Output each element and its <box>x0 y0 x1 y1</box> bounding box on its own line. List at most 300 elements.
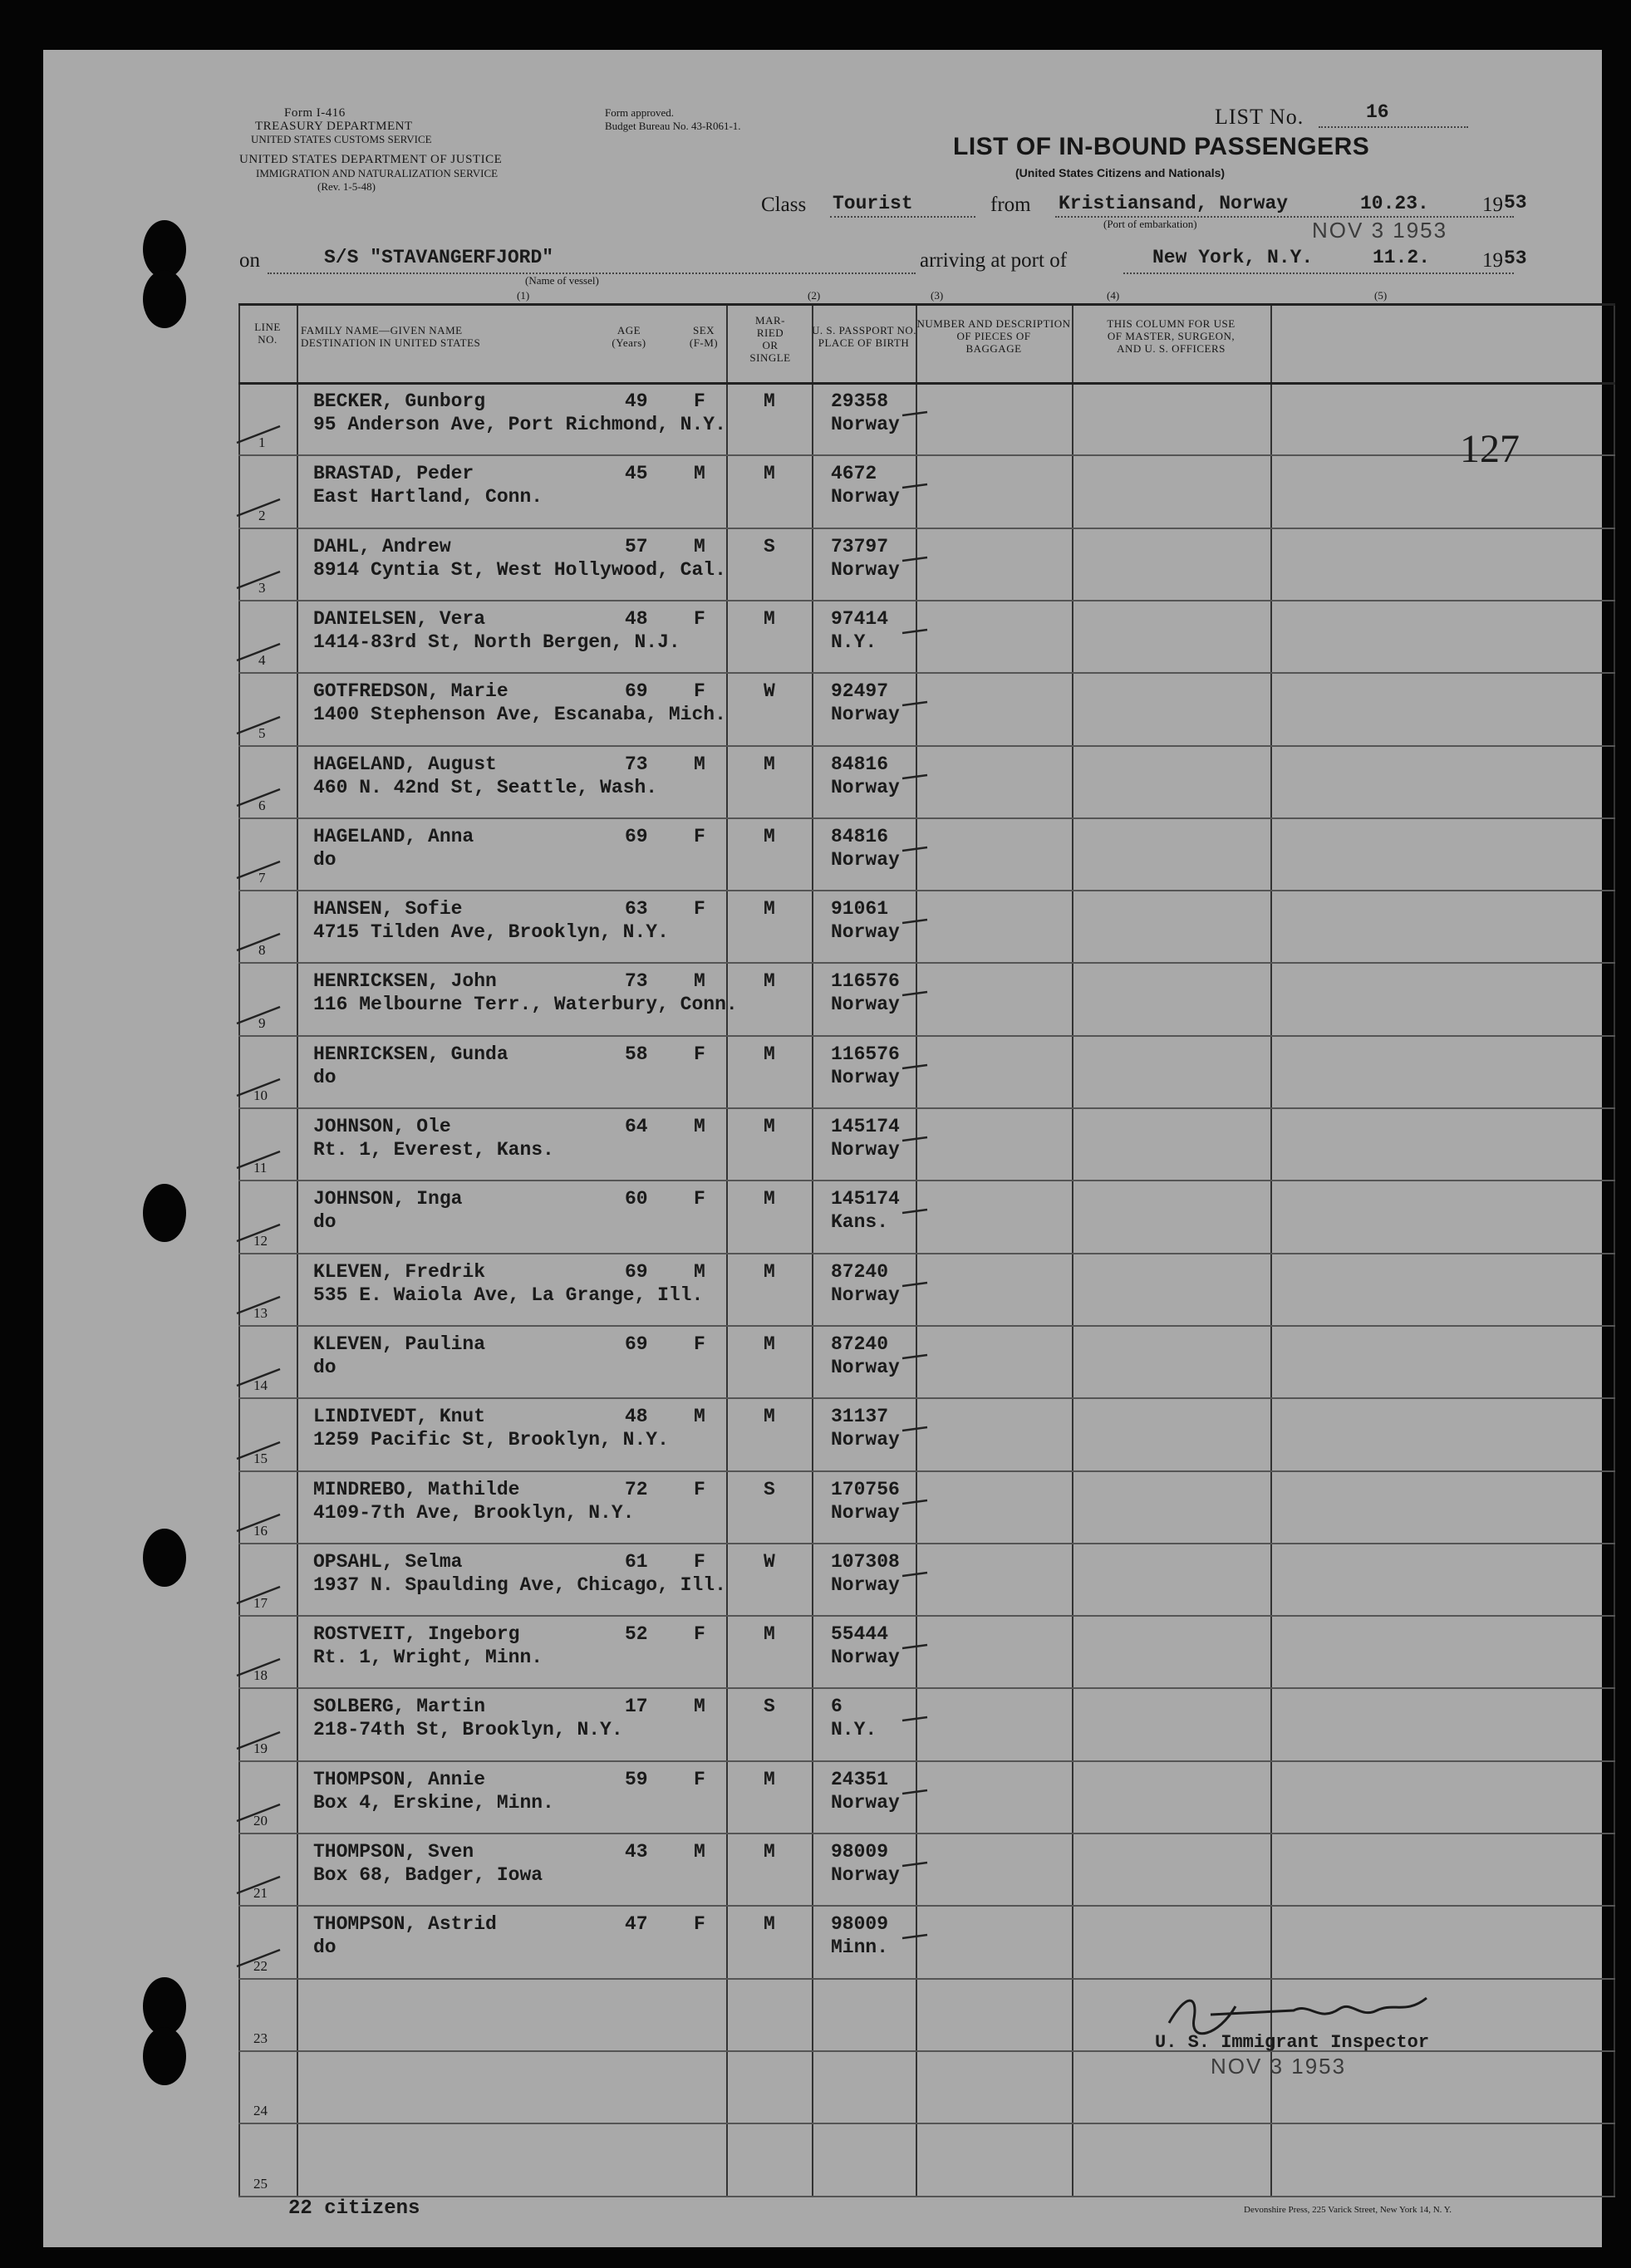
row-divider <box>238 1397 1615 1399</box>
line-number: 15 <box>253 1450 268 1466</box>
passenger-destination: 460 N. 42nd St, Seattle, Wash. <box>313 776 658 798</box>
passport-number: 92497 <box>831 680 889 703</box>
passenger-destination: 95 Anderson Ave, Port Richmond, N.Y. <box>313 414 726 435</box>
inspector-stamp: NOV 3 1953 <box>1211 2054 1347 2079</box>
line-number: 17 <box>253 1595 268 1612</box>
passport-number: 97414 <box>831 607 889 630</box>
manifest-sheet <box>43 50 1602 2247</box>
passport-number: 55444 <box>831 1623 889 1646</box>
line-number: 13 <box>253 1304 268 1321</box>
check-mark <box>233 1002 283 1027</box>
check-mark <box>899 695 932 712</box>
passenger-marital: M <box>764 463 775 485</box>
check-mark <box>233 1799 283 1824</box>
check-mark <box>899 768 932 785</box>
passenger-marital: M <box>764 1841 775 1863</box>
place-of-birth: Norway <box>831 921 900 944</box>
passenger-sex: F <box>694 1478 705 1500</box>
passenger-name: HAGELAND, Anna <box>313 825 474 847</box>
line-number: 10 <box>253 1087 268 1103</box>
row-divider <box>238 1687 1615 1689</box>
row-divider <box>238 745 1615 747</box>
check-mark <box>899 1784 932 1800</box>
printer-imprint: Devonshire Press, 225 Varick Street, New York 14, N. Y. <box>1244 2205 1452 2215</box>
passenger-age: 69 <box>625 680 648 703</box>
place-of-birth: Norway <box>831 848 900 871</box>
column-header-married: MAR- RIED OR SINGLE <box>749 314 791 364</box>
passenger-sex: F <box>694 898 705 920</box>
check-mark <box>233 494 283 519</box>
ins-name: IMMIGRATION AND NATURALIZATION SERVICE <box>256 167 499 179</box>
year-prefix: 19 <box>1482 194 1503 216</box>
passenger-name: JOHNSON, Inga <box>313 1188 463 1210</box>
passenger-marital: M <box>764 1913 775 1936</box>
passenger-marital: W <box>764 1550 775 1573</box>
embarkation-date: 10.23. <box>1360 193 1429 214</box>
embarkation-year: 53 <box>1504 192 1527 214</box>
place-of-birth: Norway <box>831 414 900 435</box>
passport-number: 91061 <box>831 898 889 920</box>
arrival-year: 53 <box>1504 248 1527 269</box>
check-mark <box>899 985 932 1002</box>
passenger-name: THOMPSON, Annie <box>313 1768 486 1790</box>
line-number: 18 <box>253 1667 268 1684</box>
place-of-birth: Minn. <box>831 1937 889 1959</box>
passenger-marital: M <box>764 1043 775 1065</box>
passenger-name: SOLBERG, Martin <box>313 1696 486 1718</box>
line-number: 9 <box>258 1014 266 1031</box>
place-of-birth: N.Y. <box>831 631 877 653</box>
budget-bureau: Budget Bureau No. 43-R061-1. <box>605 120 741 132</box>
passenger-name: KLEVEN, Fredrik <box>313 1260 486 1283</box>
passport-number: 84816 <box>831 825 889 847</box>
passport-number: 84816 <box>831 753 889 775</box>
passenger-age: 69 <box>625 1260 648 1283</box>
place-of-birth: Norway <box>831 486 900 508</box>
line-number: 19 <box>253 1740 268 1756</box>
passenger-sex: M <box>694 753 705 775</box>
passenger-name: HAGELAND, August <box>313 753 497 775</box>
passport-number: 29358 <box>831 390 889 412</box>
class-label: Class <box>761 194 807 216</box>
passenger-age: 69 <box>625 1333 648 1355</box>
place-of-birth: Norway <box>831 1429 900 1451</box>
passenger-sex: F <box>694 1913 705 1936</box>
passenger-age: 60 <box>625 1188 648 1210</box>
row-divider <box>238 1543 1615 1544</box>
column-number: (5) <box>1374 289 1388 302</box>
column-header-name: FAMILY NAME—GIVEN NAME DESTINATION IN UNITED STATES <box>301 324 481 349</box>
line-number: 14 <box>253 1377 268 1394</box>
passenger-destination: do <box>313 1356 337 1378</box>
row-divider <box>238 1253 1615 1254</box>
passenger-table <box>238 303 1615 2197</box>
received-stamp: NOV 3 1953 <box>1312 218 1448 243</box>
row-divider <box>238 1615 1615 1617</box>
line-number: 24 <box>253 2103 268 2119</box>
check-mark <box>899 1711 932 1727</box>
passenger-destination: Rt. 1, Everest, Kans. <box>313 1139 554 1161</box>
place-of-birth: Norway <box>831 1284 900 1306</box>
passenger-age: 72 <box>625 1478 648 1500</box>
check-mark <box>899 1638 932 1655</box>
check-mark <box>899 1131 932 1147</box>
line-number: 8 <box>258 942 266 959</box>
passenger-age: 57 <box>625 535 648 557</box>
passenger-name: JOHNSON, Ole <box>313 1116 451 1137</box>
row-divider <box>238 1325 1615 1327</box>
check-mark <box>233 1510 283 1534</box>
place-of-birth: Norway <box>831 1573 900 1596</box>
passenger-destination: 1414-83rd St, North Bergen, N.J. <box>313 631 680 653</box>
passenger-sex: F <box>694 1550 705 1573</box>
passenger-name: DANIELSEN, Vera <box>313 607 486 630</box>
embarkation-port: Kristiansand, Norway <box>1059 193 1289 214</box>
punch-hole <box>143 1184 186 1242</box>
check-mark <box>233 929 283 954</box>
passenger-name: MINDREBO, Mathilde <box>313 1478 520 1500</box>
passenger-marital: M <box>764 970 775 993</box>
passenger-marital: M <box>764 1333 775 1355</box>
passenger-destination: 8914 Cyntia St, West Hollywood, Cal. <box>313 558 726 581</box>
passenger-age: 48 <box>625 607 648 630</box>
passenger-age: 69 <box>625 825 648 847</box>
passenger-age: 52 <box>625 1623 648 1646</box>
check-mark <box>899 1058 932 1075</box>
passenger-sex: M <box>694 970 705 993</box>
passenger-name: BRASTAD, Peder <box>313 463 474 485</box>
passenger-marital: M <box>764 1623 775 1646</box>
arrival-date: 11.2. <box>1373 247 1431 268</box>
check-mark <box>899 1566 932 1583</box>
list-number: 16 <box>1366 101 1389 123</box>
passenger-sex: F <box>694 1768 705 1790</box>
passenger-sex: M <box>694 535 705 557</box>
passenger-marital: S <box>764 1478 775 1500</box>
passport-number: 116576 <box>831 970 900 993</box>
row-divider <box>238 454 1615 456</box>
passenger-age: 43 <box>625 1841 648 1863</box>
passenger-destination: do <box>313 1211 337 1234</box>
check-mark <box>233 784 283 809</box>
passport-number: 145174 <box>831 1116 900 1137</box>
passport-number: 73797 <box>831 535 889 557</box>
check-mark <box>899 478 932 494</box>
column-number: (3) <box>931 289 944 302</box>
passenger-age: 58 <box>625 1043 648 1065</box>
row-divider <box>238 1905 1615 1907</box>
passenger-name: HENRICKSEN, John <box>313 970 497 993</box>
line-number: 5 <box>258 724 266 741</box>
passenger-age: 49 <box>625 390 648 412</box>
passenger-destination: 4109-7th Ave, Brooklyn, N.Y. <box>313 1501 635 1524</box>
passenger-marital: M <box>764 607 775 630</box>
passenger-destination: Box 68, Badger, Iowa <box>313 1864 543 1886</box>
customs-service: UNITED STATES CUSTOMS SERVICE <box>251 133 432 145</box>
passenger-sex: M <box>694 1260 705 1283</box>
line-number: 4 <box>258 652 266 669</box>
passenger-marital: S <box>764 535 775 557</box>
passenger-destination: 218-74th St, Brooklyn, N.Y. <box>313 1719 623 1741</box>
punch-hole <box>143 2027 186 2085</box>
row-divider <box>238 1978 1615 1980</box>
class-value: Tourist <box>833 193 913 214</box>
passenger-age: 48 <box>625 1406 648 1428</box>
column-number: (1) <box>517 289 530 302</box>
passenger-marital: M <box>764 1116 775 1137</box>
passport-number: 145174 <box>831 1188 900 1210</box>
passenger-destination: East Hartland, Conn. <box>313 486 543 508</box>
passenger-sex: F <box>694 607 705 630</box>
check-mark <box>233 1364 283 1389</box>
passenger-sex: F <box>694 1188 705 1210</box>
check-mark <box>233 857 283 881</box>
passenger-sex: F <box>694 1043 705 1065</box>
passenger-sex: F <box>694 1333 705 1355</box>
check-mark <box>899 841 932 857</box>
passport-number: 98009 <box>831 1841 889 1863</box>
passenger-marital: M <box>764 1188 775 1210</box>
passport-number: 87240 <box>831 1260 889 1283</box>
line-number: 11 <box>253 1160 268 1176</box>
passenger-sex: M <box>694 463 705 485</box>
passenger-marital: M <box>764 898 775 920</box>
row-divider <box>238 2196 1615 2197</box>
line-number: 3 <box>258 579 266 596</box>
column-header-line: LINE NO. <box>254 321 281 346</box>
list-label: LIST No. <box>1215 105 1304 129</box>
check-mark <box>233 712 283 737</box>
form-approved: Form approved. <box>605 106 675 119</box>
check-mark <box>899 1276 932 1293</box>
row-divider <box>238 1180 1615 1181</box>
check-mark <box>233 639 283 664</box>
check-mark <box>899 1494 932 1510</box>
arrival-port: New York, N.Y. <box>1152 247 1314 268</box>
line-number: 23 <box>253 2030 268 2046</box>
place-of-birth: Norway <box>831 1864 900 1886</box>
row-divider <box>238 2123 1615 2124</box>
passenger-age: 17 <box>625 1696 648 1718</box>
inspector-title: U. S. Immigrant Inspector <box>1155 2032 1430 2053</box>
row-divider <box>238 890 1615 891</box>
passenger-age: 59 <box>625 1768 648 1790</box>
column-header-sex: SEX (F-M) <box>689 324 719 349</box>
check-mark <box>233 1074 283 1099</box>
passenger-marital: M <box>764 753 775 775</box>
column-header-officers: THIS COLUMN FOR USE OF MASTER, SURGEON, AND U. S. OFFICERS <box>1107 317 1236 355</box>
passenger-name: GOTFREDSON, Marie <box>313 680 508 703</box>
passenger-name: ROSTVEIT, Ingeborg <box>313 1623 520 1646</box>
passenger-sex: F <box>694 825 705 847</box>
passenger-age: 47 <box>625 1913 648 1936</box>
punch-hole <box>143 1529 186 1587</box>
place-of-birth: Norway <box>831 1791 900 1814</box>
passenger-destination: do <box>313 1066 337 1088</box>
check-mark <box>899 1421 932 1437</box>
passenger-marital: W <box>764 680 775 703</box>
check-mark <box>233 567 283 592</box>
passenger-sex: M <box>694 1116 705 1137</box>
column-header-baggage: NUMBER AND DESCRIPTION OF PIECES OF BAGGAGE <box>916 317 1071 355</box>
row-divider <box>238 600 1615 601</box>
passenger-marital: M <box>764 825 775 847</box>
officer-note: 127 <box>1460 427 1520 471</box>
passenger-destination: 4715 Tilden Ave, Brooklyn, N.Y. <box>313 921 669 944</box>
passenger-destination: 116 Melbourne Terr., Waterbury, Conn. <box>313 994 738 1016</box>
place-of-birth: Kans. <box>831 1211 889 1234</box>
passenger-sex: M <box>694 1841 705 1863</box>
check-mark <box>899 1203 932 1220</box>
row-divider <box>238 1470 1615 1472</box>
passport-number: 116576 <box>831 1043 900 1065</box>
passenger-name: OPSAHL, Selma <box>313 1550 463 1573</box>
line-number: 7 <box>258 870 266 886</box>
line-number: 1 <box>258 434 266 451</box>
page-subtitle: (United States Citizens and Nationals) <box>1015 166 1226 179</box>
passenger-marital: S <box>764 1696 775 1718</box>
embarkation-note: (Port of embarkation) <box>1103 218 1197 230</box>
check-mark <box>233 1220 283 1244</box>
from-label: from <box>990 194 1031 216</box>
form-number: Form I-416 <box>284 106 346 120</box>
row-divider <box>238 1107 1615 1109</box>
line-number: 22 <box>253 1957 268 1974</box>
passenger-name: KLEVEN, Paulina <box>313 1333 486 1355</box>
punch-hole <box>143 270 186 328</box>
check-mark <box>233 1582 283 1607</box>
row-divider <box>238 1035 1615 1037</box>
row-divider <box>238 962 1615 964</box>
form-revision: (Rev. 1-5-48) <box>317 180 376 193</box>
passport-number: 31137 <box>831 1406 889 1428</box>
vessel-note: (Name of vessel) <box>525 274 599 287</box>
passenger-age: 45 <box>625 463 648 485</box>
row-divider <box>238 1760 1615 1762</box>
line-number: 21 <box>253 1885 268 1902</box>
passenger-age: 73 <box>625 970 648 993</box>
on-label: on <box>239 249 260 272</box>
column-number: (2) <box>808 289 821 302</box>
check-mark <box>899 551 932 567</box>
passenger-name: HENRICKSEN, Gunda <box>313 1043 508 1065</box>
passenger-name: DAHL, Andrew <box>313 535 451 557</box>
passenger-sex: F <box>694 390 705 412</box>
passport-number: 24351 <box>831 1768 889 1790</box>
passenger-destination: 1400 Stephenson Ave, Escanaba, Mich. <box>313 704 726 726</box>
passenger-destination: 1259 Pacific St, Brooklyn, N.Y. <box>313 1429 669 1451</box>
passenger-marital: M <box>764 1768 775 1790</box>
place-of-birth: Norway <box>831 1139 900 1161</box>
passport-number: 4672 <box>831 463 877 485</box>
place-of-birth: Norway <box>831 1066 900 1088</box>
passenger-destination: 535 E. Waiola Ave, La Grange, Ill. <box>313 1284 704 1306</box>
passenger-sex: M <box>694 1696 705 1718</box>
passport-number: 98009 <box>831 1913 889 1936</box>
check-mark <box>899 623 932 640</box>
department-of-justice: UNITED STATES DEPARTMENT OF JUSTICE <box>239 153 503 166</box>
passenger-name: LINDIVEDT, Knut <box>313 1406 486 1428</box>
check-mark <box>233 1872 283 1897</box>
year-prefix: 19 <box>1482 249 1503 272</box>
passenger-marital: M <box>764 1260 775 1283</box>
department: TREASURY DEPARTMENT <box>255 120 413 133</box>
total-citizens: 22 citizens <box>288 2197 420 2220</box>
check-mark <box>899 1856 932 1873</box>
line-number: 6 <box>258 797 266 813</box>
passenger-marital: M <box>764 390 775 412</box>
vessel-name: S/S "STAVANGERFJORD" <box>324 247 554 268</box>
passenger-destination: 1937 N. Spaulding Ave, Chicago, Ill. <box>313 1573 726 1596</box>
check-mark <box>899 1348 932 1365</box>
place-of-birth: Norway <box>831 1501 900 1524</box>
check-mark <box>233 1654 283 1679</box>
check-mark <box>899 913 932 930</box>
passenger-age: 64 <box>625 1116 648 1137</box>
check-mark <box>233 421 283 446</box>
passenger-destination: Box 4, Erskine, Minn. <box>313 1791 554 1814</box>
line-number: 16 <box>253 1522 268 1539</box>
passenger-name: THOMPSON, Sven <box>313 1841 474 1863</box>
check-mark <box>899 405 932 422</box>
place-of-birth: Norway <box>831 704 900 726</box>
passenger-sex: F <box>694 680 705 703</box>
passport-number: 170756 <box>831 1478 900 1500</box>
check-mark <box>233 1437 283 1462</box>
passenger-age: 73 <box>625 753 648 775</box>
passport-number: 6 <box>831 1696 843 1718</box>
row-divider <box>238 817 1615 819</box>
passenger-sex: F <box>694 1623 705 1646</box>
passenger-name: BECKER, Gunborg <box>313 390 486 412</box>
check-mark <box>233 1727 283 1752</box>
passenger-name: HANSEN, Sofie <box>313 898 463 920</box>
passenger-age: 63 <box>625 898 648 920</box>
page-title: LIST OF IN-BOUND PASSENGERS <box>953 133 1370 160</box>
row-divider <box>238 1833 1615 1834</box>
passport-number: 87240 <box>831 1333 889 1355</box>
arriving-label: arriving at port of <box>920 249 1068 272</box>
passenger-destination: Rt. 1, Wright, Minn. <box>313 1647 543 1669</box>
check-mark <box>233 1146 283 1171</box>
line-number: 12 <box>253 1232 268 1249</box>
place-of-birth: N.Y. <box>831 1719 877 1741</box>
column-header-age: AGE (Years) <box>612 324 646 349</box>
place-of-birth: Norway <box>831 1647 900 1669</box>
place-of-birth: Norway <box>831 776 900 798</box>
row-divider <box>238 672 1615 674</box>
line-number: 2 <box>258 507 266 523</box>
check-mark <box>233 1945 283 1970</box>
place-of-birth: Norway <box>831 1356 900 1378</box>
passenger-destination: do <box>313 848 337 871</box>
passport-number: 107308 <box>831 1550 900 1573</box>
place-of-birth: Norway <box>831 994 900 1016</box>
passenger-name: THOMPSON, Astrid <box>313 1913 497 1936</box>
passenger-marital: M <box>764 1406 775 1428</box>
column-number: (4) <box>1107 289 1120 302</box>
line-number: 20 <box>253 1813 268 1829</box>
passenger-sex: M <box>694 1406 705 1428</box>
place-of-birth: Norway <box>831 558 900 581</box>
check-mark <box>233 1292 283 1317</box>
line-number: 25 <box>253 2175 268 2192</box>
passenger-destination: do <box>313 1937 337 1959</box>
check-mark <box>899 1928 932 1945</box>
column-header-passport: U. S. PASSPORT NO. PLACE OF BIRTH <box>812 324 916 349</box>
row-divider <box>238 528 1615 529</box>
passenger-age: 61 <box>625 1550 648 1573</box>
